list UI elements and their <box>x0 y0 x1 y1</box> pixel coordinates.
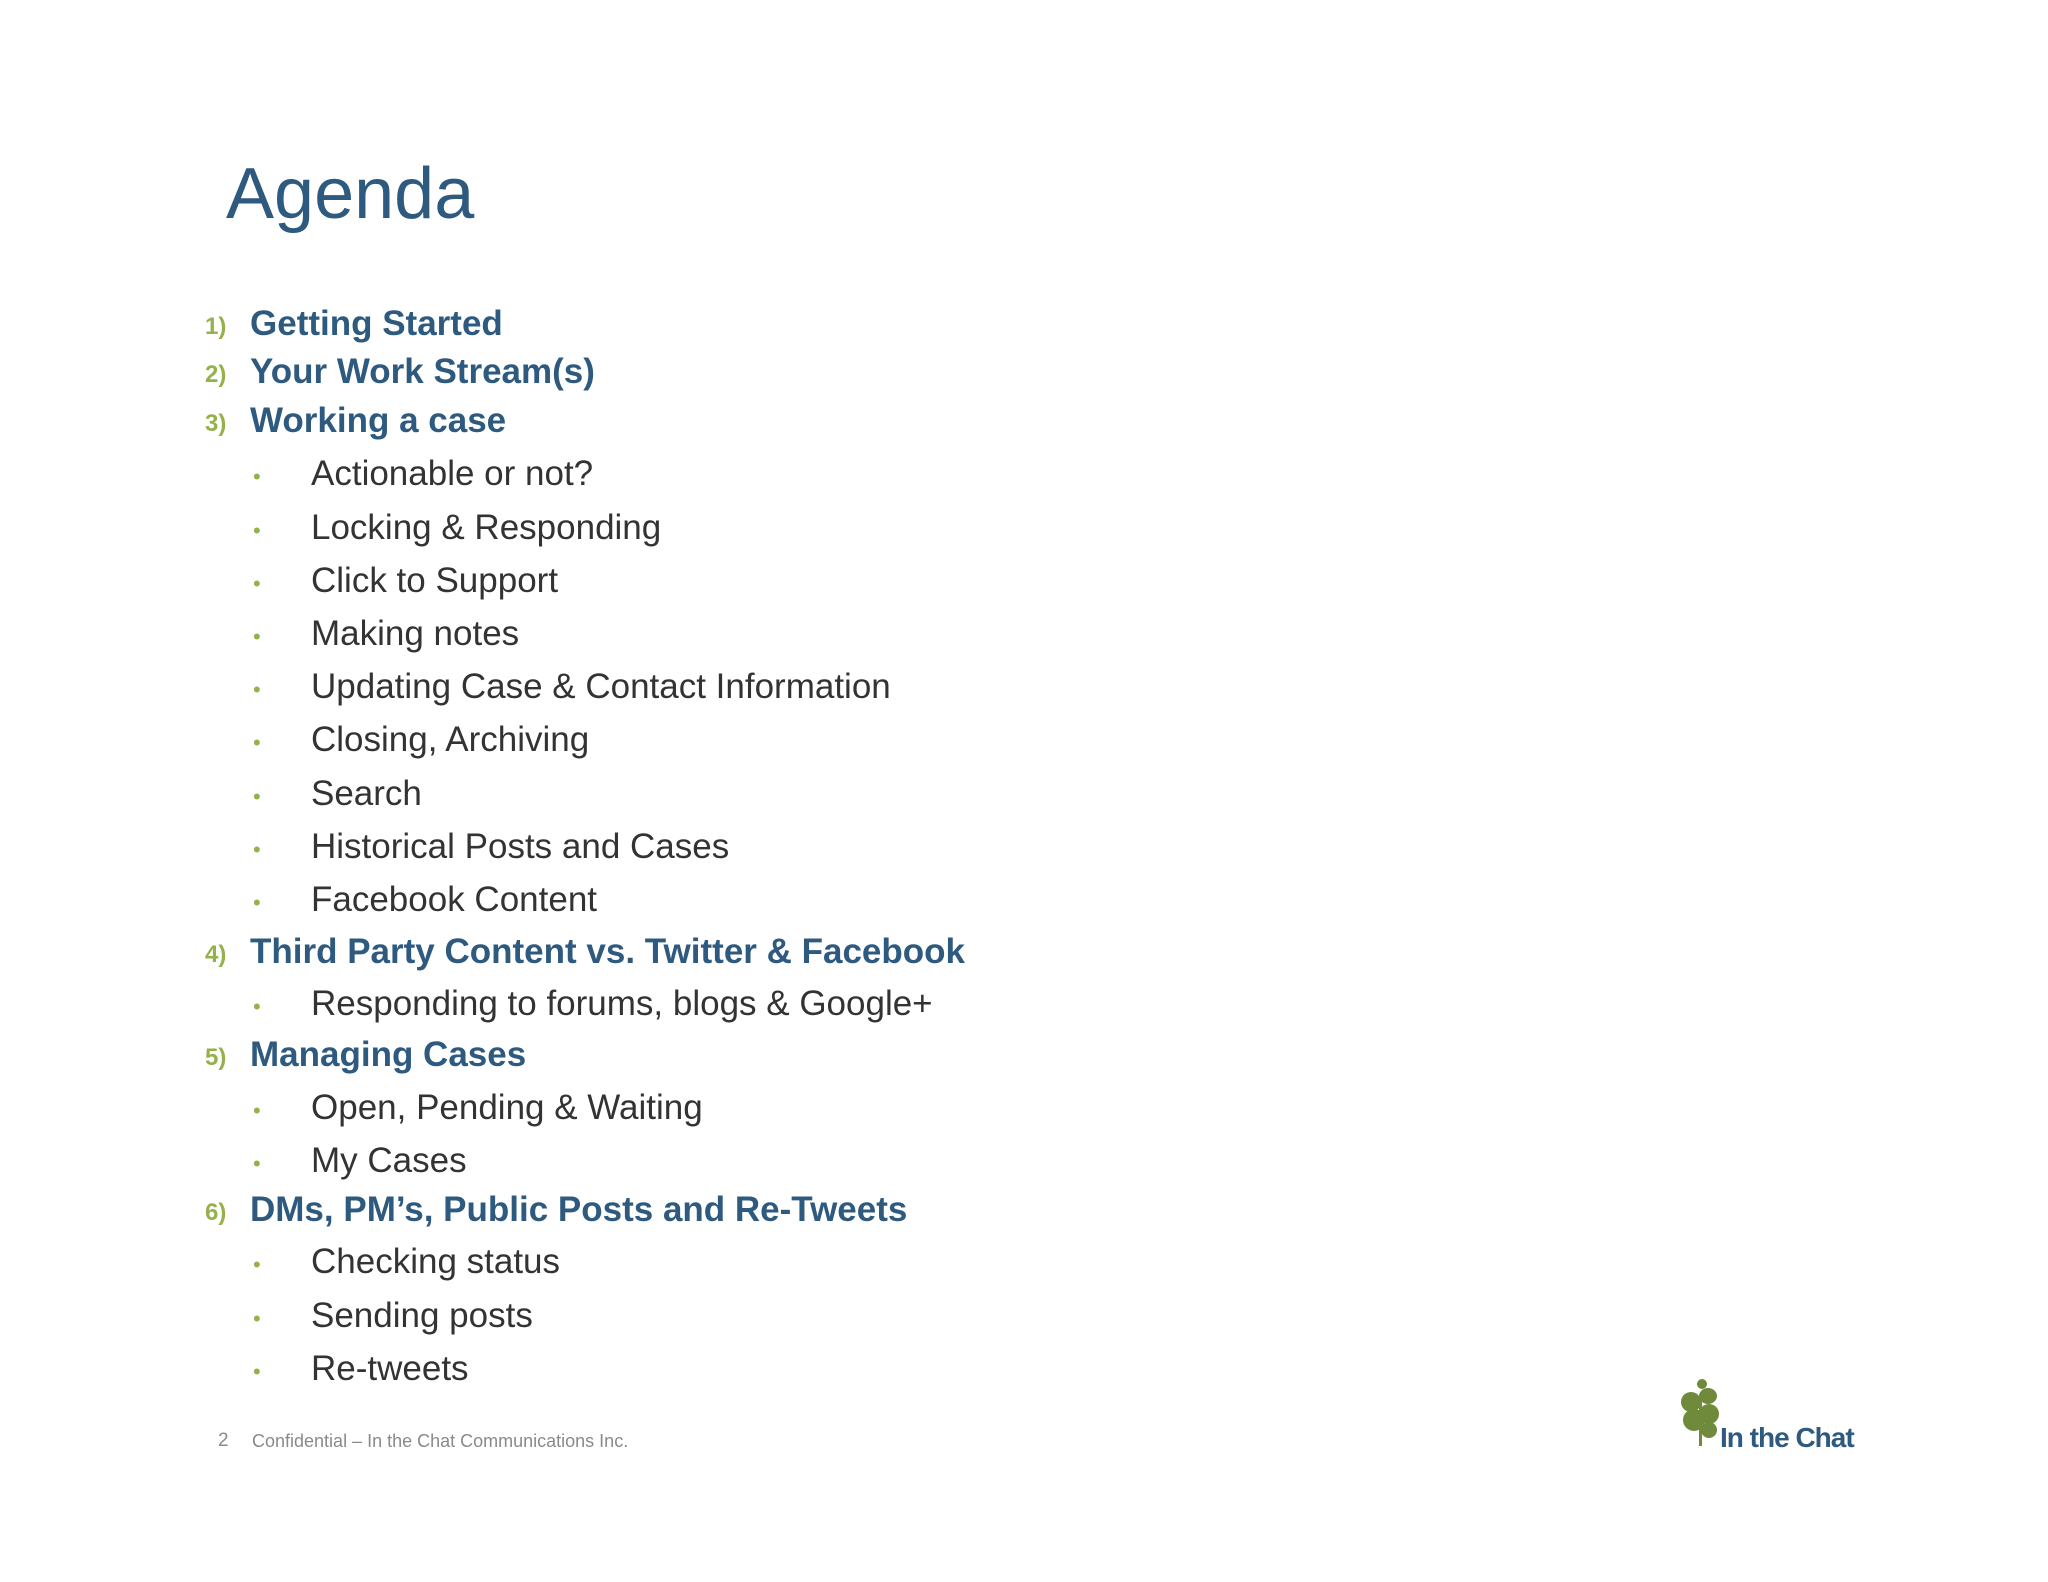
agenda-item: Re-tweets <box>311 1349 469 1388</box>
bullet-icon: • <box>253 464 261 489</box>
section-heading: Third Party Content vs. Twitter & Facebook <box>250 932 966 971</box>
bullet-icon: • <box>253 890 261 915</box>
agenda-item: Sending posts <box>311 1296 533 1335</box>
section-number: 5) <box>205 1044 227 1071</box>
section-heading: DMs, PM’s, Public Posts and Re-Tweets <box>250 1190 908 1229</box>
company-logo-text: In the Chat <box>1720 1422 1854 1453</box>
bullet-icon: • <box>253 624 261 649</box>
bullet-icon: • <box>253 518 261 543</box>
bullet-icon: • <box>253 1359 261 1384</box>
agenda-item: Facebook Content <box>311 880 598 919</box>
agenda-item: Search <box>311 774 422 813</box>
section-heading: Managing Cases <box>250 1035 527 1074</box>
agenda-item: My Cases <box>311 1141 467 1180</box>
agenda-item: Responding to forums, blogs & Google+ <box>311 984 933 1023</box>
agenda-item: Making notes <box>311 614 520 653</box>
bullet-icon: • <box>253 571 261 596</box>
page-number: 2 <box>218 1430 229 1451</box>
bullet-icon: • <box>253 837 261 862</box>
bullet-icon: • <box>253 784 261 809</box>
section-number: 3) <box>205 410 227 437</box>
section-number: 1) <box>205 313 227 340</box>
confidential-notice: Confidential – In the Chat Communications Inc. <box>252 1431 629 1451</box>
bullet-icon: • <box>253 730 261 755</box>
bullet-icon: • <box>253 1306 261 1331</box>
bullet-icon: • <box>253 1252 261 1277</box>
section-heading: Getting Started <box>250 304 503 343</box>
agenda-item: Checking status <box>311 1242 561 1281</box>
bullet-icon: • <box>253 1151 261 1176</box>
bullet-icon: • <box>253 677 261 702</box>
section-number: 6) <box>205 1199 227 1226</box>
agenda-item: Open, Pending & Waiting <box>311 1088 703 1127</box>
section-number: 4) <box>205 941 227 968</box>
agenda-item: Historical Posts and Cases <box>311 827 730 866</box>
agenda-item: Actionable or not? <box>311 454 594 493</box>
bullet-icon: • <box>253 994 261 1019</box>
agenda-item: Click to Support <box>311 561 559 600</box>
page-title: Agenda <box>226 154 475 234</box>
agenda-item: Updating Case & Contact Information <box>311 667 891 706</box>
bullet-icon: • <box>253 1098 261 1123</box>
section-number: 2) <box>205 361 227 388</box>
section-heading: Your Work Stream(s) <box>250 352 595 391</box>
section-heading: Working a case <box>250 401 507 440</box>
agenda-item: Closing, Archiving <box>311 720 590 759</box>
agenda-item: Locking & Responding <box>311 508 662 547</box>
